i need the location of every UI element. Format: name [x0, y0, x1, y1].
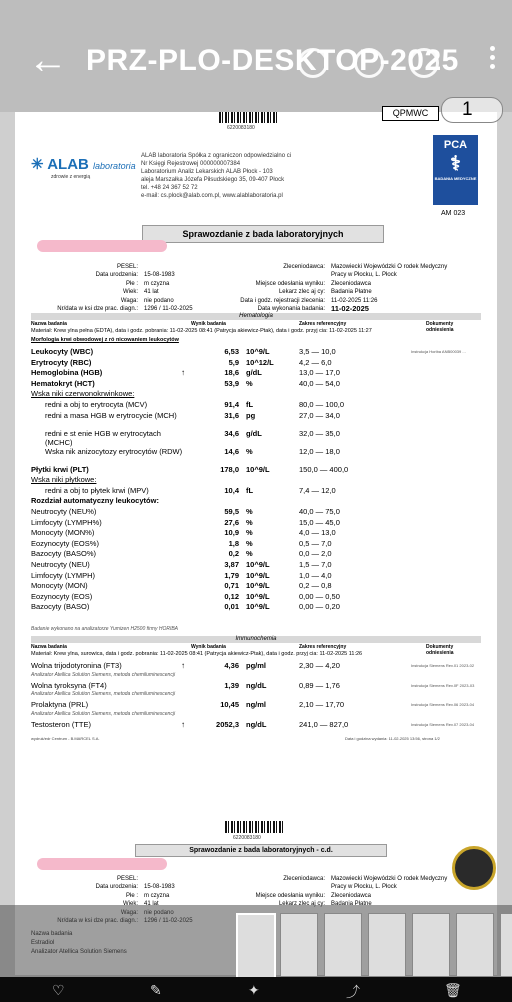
page-indicator[interactable] — [392, 97, 503, 123]
morph-header: Morfologia krwi obwodowej z ró nicowaniem leukocytów — [31, 337, 179, 343]
table-row — [31, 475, 481, 486]
cell-ref: 13,0 — 17,0 — [299, 368, 340, 378]
cell-flag: ↑ — [181, 719, 185, 729]
cell-val: 18,6 — [224, 368, 239, 378]
info-key: Miejsce odesłania wyniku: — [255, 892, 325, 899]
method-note: Analizator Atellica Solution Siemens, metoda chemiluminescencji — [31, 691, 176, 698]
cell-val: 5,9 — [228, 357, 239, 367]
info-value: Badania Płatne — [331, 289, 372, 296]
lab-address — [141, 152, 331, 200]
cell-name: Wolna trijodotyronina (FT3) — [31, 661, 122, 670]
info-value: 15-08-1983 — [144, 884, 175, 891]
info-row — [225, 271, 485, 279]
cell-ref: 0,00 — 0,50 — [299, 591, 340, 601]
info-value — [144, 875, 238, 883]
cell-name: Hematokryt (HCT) — [31, 378, 95, 388]
thumb-3[interactable] — [324, 913, 362, 977]
table-row — [31, 571, 481, 582]
cell-name: Wska nik anizocytozy erytrocytów (RDW) — [45, 446, 183, 456]
cell-ref: 3,5 — 10,0 — [299, 347, 336, 356]
cell-val: 91,4 — [224, 399, 239, 409]
info-key: Wiek: — [123, 289, 138, 296]
info-key: Płe : — [125, 892, 138, 899]
pca-certificate: PCA ⚕ BADANIA MEDYCZNE — [433, 135, 478, 205]
cell-ref: 2,30 — 4,20 — [299, 661, 340, 670]
cell-unit: fL — [246, 485, 254, 495]
info-row — [225, 875, 485, 883]
cell-ref: 2,10 — 17,70 — [299, 700, 345, 710]
cell-unit: % — [246, 506, 253, 516]
cell-val: 53,9 — [224, 378, 239, 388]
table-row — [31, 518, 481, 529]
barcode-text: 6220083180 — [227, 125, 255, 131]
floating-assistant-icon[interactable] — [452, 846, 496, 890]
lab-address-line: tel. +48 24 367 52 72 — [141, 185, 198, 191]
cell-val: 1,8 — [228, 538, 239, 548]
info-value: Pracy w Płocku, L. Płock — [331, 272, 397, 279]
vertical-dots-icon[interactable] — [487, 42, 497, 72]
table-row — [31, 700, 481, 711]
info-key: Data urodzenia: — [95, 272, 138, 279]
cell-name: Erytrocyty (RBC) — [31, 357, 92, 367]
cell-ref: 0,5 — 7,0 — [299, 538, 332, 548]
barcode — [219, 111, 279, 123]
info-key: Płe : — [125, 280, 138, 287]
cell-ref: 27,0 — 34,0 — [299, 410, 340, 420]
table-row — [31, 400, 481, 411]
cell-unit: pg — [246, 410, 256, 420]
cell-name: Limfocyty (LYMPH%) — [31, 517, 102, 527]
cell-name: Wska niki płytkowe: — [31, 475, 97, 485]
viewer-toolbar — [0, 0, 512, 112]
info-value — [144, 263, 238, 271]
cell-val: 3,87 — [224, 559, 239, 569]
cell-name: Rozdział automatyczny leukocytów: — [31, 496, 159, 506]
cell-doc: Instrukcja Horiba ANB00039 ... — [411, 349, 466, 354]
pca-badge-icon: ⚕ — [450, 153, 461, 175]
delete-icon[interactable]: 🗑 — [444, 982, 462, 998]
cell-val: 1,39 — [224, 680, 239, 690]
table-row — [31, 486, 481, 497]
am-code: AM 023 — [441, 210, 466, 217]
thumb-4[interactable] — [368, 913, 406, 977]
info-value: 1296 / 11-02-2025 — [144, 306, 193, 313]
cell-unit: pg/ml — [246, 661, 266, 670]
cell-ref: 241,0 — 827,0 — [299, 719, 349, 729]
info-row — [33, 288, 238, 296]
info-key: Lekarz zlec aj cy: — [278, 289, 325, 296]
cell-ref: 4,0 — 13,0 — [299, 528, 336, 538]
cell-val: 0,71 — [224, 581, 239, 591]
back-arrow-icon[interactable]: ← — [28, 38, 68, 82]
play-icon[interactable] — [298, 48, 328, 78]
sync-icon[interactable] — [409, 48, 439, 78]
cell-ref: 80,0 — 100,0 — [299, 399, 345, 409]
heart-icon[interactable]: ♡ — [52, 982, 65, 998]
table-row — [31, 528, 481, 539]
cell-val: 0,01 — [224, 602, 239, 612]
info-key: Nr/data w ksi dze prac. diagn.: — [57, 306, 138, 313]
table-row — [31, 681, 481, 692]
patient-name-redacted — [37, 240, 167, 252]
info-value: 11-02-2025 11:26 — [331, 297, 378, 304]
cell-name: Bazocyty (BASO%) — [31, 549, 97, 559]
info-row — [33, 875, 238, 883]
cell-unit: 10^9/L — [246, 347, 270, 356]
cell-name: Płytki krwi (PLT) — [31, 464, 89, 474]
thumb-5[interactable] — [412, 913, 450, 977]
cell-ref: 0,00 — 0,20 — [299, 602, 340, 612]
table-row — [31, 720, 481, 731]
info-value: 15-08-1983 — [144, 272, 175, 279]
info-key: PESEL: — [116, 264, 138, 270]
cell-name: redni a obj to erytrocyta (MCV) — [45, 399, 148, 409]
share-icon[interactable]: ⤴ — [346, 984, 360, 1000]
cell-doc: Instrukcja Siemens Rev.0F 2023-03 — [411, 682, 475, 688]
cell-name: Neutrocyty (NEU) — [31, 559, 90, 569]
cell-unit: % — [246, 538, 253, 548]
cell-flag: ↑ — [181, 368, 185, 378]
cell-val: 1,79 — [224, 570, 239, 580]
table-row — [31, 507, 481, 518]
table-row — [31, 465, 481, 476]
table-row — [31, 602, 481, 613]
cell-ref: 0,0 — 2,0 — [299, 549, 332, 559]
cell-name: Prolaktyna (PRL) — [31, 700, 89, 710]
cell-unit: fL — [246, 399, 254, 409]
footer-left: wydruk/edr Centrum - B.MARCEL S.A. — [31, 736, 100, 741]
lab-tagline: zdrowie z energią — [51, 174, 91, 180]
cell-name: Monocyty (MON) — [31, 581, 88, 591]
immuno-results — [31, 661, 481, 730]
info-value: Pracy w Płocku, L. Płock — [331, 884, 397, 891]
cell-unit: ng/dL — [246, 719, 267, 729]
cell-val: 0,12 — [224, 591, 239, 601]
table-row — [31, 549, 481, 560]
cell-unit: % — [246, 378, 253, 388]
bottom-action-bar — [0, 977, 512, 1000]
table-row — [31, 496, 481, 507]
table-row — [31, 389, 481, 400]
cell-unit: 10^9/L — [246, 570, 270, 580]
section-hematology: Hematologia — [31, 313, 481, 320]
info-value: m czyzna — [144, 892, 170, 899]
cell-val: 59,5 — [224, 506, 239, 516]
cell-ref: 40,0 — 54,0 — [299, 378, 340, 388]
cell-val: 178,0 — [220, 464, 239, 474]
hematology-results — [31, 347, 481, 613]
info-value: Zleceniodawca — [331, 892, 372, 899]
info-key: Data i godz. rejestracji zlecenia: — [240, 297, 325, 304]
cell-name: Testosteron (TTE) — [31, 719, 92, 729]
method-note: Analizator Atellica Solution Siemens, metoda chemiluminescencji — [31, 710, 176, 717]
file-title: PRZ-PLO-DESKTOP-2025 — [86, 44, 459, 77]
alab-logo-icon: ✳ — [31, 156, 44, 173]
cell-val: 2052,3 — [216, 719, 239, 729]
thumb-1[interactable] — [236, 913, 276, 979]
table-row — [31, 347, 481, 358]
info-row — [225, 883, 485, 891]
cell-unit: 10^9/L — [246, 464, 270, 474]
cell-unit: % — [246, 446, 253, 456]
table-row — [31, 411, 481, 429]
info-row — [225, 892, 485, 900]
cell-unit: % — [246, 517, 253, 527]
cell-unit: 10^9/L — [246, 559, 270, 569]
cell-doc: Instrukcja Siemens Rev.06 2023-04 — [411, 702, 475, 708]
cell-ref: 15,0 — 45,0 — [299, 517, 340, 527]
cell-unit: 10^12/L — [246, 357, 274, 367]
cell-unit: 10^9/L — [246, 602, 270, 612]
cell-unit: 10^9/L — [246, 591, 270, 601]
table-row — [31, 539, 481, 550]
info-key — [225, 883, 331, 891]
cell-val: 31,6 — [224, 410, 239, 420]
hematology-note: Badanie wykonano na analizatorze Yumizen H2500 firmy HORIBA — [31, 626, 179, 632]
material-hematology: Materiał: Krew ylna pełna (EDTA), data i godz. pobrania: 11-02-2025 08:41 (Patrycja akiewicz-Ptak), data i godz. przyj cia: 11-02-2025 11:27 — [31, 328, 372, 334]
info-key: PESEL: — [116, 876, 138, 882]
cell-ref: 7,4 — 12,0 — [299, 485, 336, 495]
info-row — [33, 280, 238, 288]
thumb-7[interactable] — [500, 913, 512, 977]
sparkle-icon[interactable]: ✦ — [248, 982, 260, 998]
lab-address-line: Nr Księgi Rejestrowej 000000007384 — [141, 161, 241, 167]
info-key — [225, 271, 331, 279]
lab-address-line: e-mail: cs.plock@alab.com.pl, www.alablaboratoria.pl — [141, 193, 283, 199]
cell-name: Eozynocyty (EOS%) — [31, 538, 99, 548]
lab-address-line: ALAB laboratoria Spółka z ograniczon odpowiedzialno ci — [141, 153, 292, 159]
cell-ref: 32,0 — 35,0 — [299, 428, 340, 438]
cell-unit: % — [246, 549, 253, 559]
barcode-text-page2: 6220083180 — [233, 835, 261, 841]
report-title: Sprawozdanie z bada laboratoryjnych — [142, 225, 384, 243]
cell-val: 6,53 — [224, 347, 239, 356]
lens-icon[interactable] — [354, 48, 384, 78]
table-row — [31, 429, 481, 447]
cell-val: 10,9 — [224, 528, 239, 538]
info-row — [33, 297, 238, 305]
cell-name: Limfocyty (LYMPH) — [31, 570, 96, 580]
section-immunochemistry: Immunochemia — [31, 636, 481, 643]
cell-name: Neutrocyty (NEU%) — [31, 506, 97, 516]
cell-name: Leukocyty (WBC) — [31, 347, 94, 356]
cell-unit: % — [246, 528, 253, 538]
cell-unit: ng/ml — [246, 700, 266, 710]
cell-name: redni a masa HGB w erytrocycie (MCH) — [45, 410, 177, 420]
cell-unit: g/dL — [246, 428, 262, 438]
client-info — [225, 263, 485, 313]
cell-name: redni a obj to płytek krwi (MPV) — [45, 485, 149, 495]
cell-val: 34,6 — [224, 428, 239, 438]
cell-name: redni e st enie HGB w erytrocytach (MCHC) — [45, 428, 161, 447]
info-row — [33, 892, 238, 900]
table-row — [31, 379, 481, 390]
document-page: 6220083180 ✳ ALAB laboratoria zdrowie z energią ALAB laboratoria Spółka z ograniczon odpowiedzialno ci Nr Księgi Rejestrowej 000000007384 Laboratorium Analiz Lekarskich ALAB Płock - 103 aleja Marszałka Józefa Piłsudskiego 35, 09-407 Płock tel. +48 24 367 52 72 e-mail: cs.plock@alab.com.pl, www.alablaboratoria.pl PCA ⚕ BADANIA MEDYCZNE AM 023 Sprawozdanie z bada laboratoryjnych PESEL: Data urodzenia: 15-08-1983 Płe : m czyzna Wiek: 41 lat Waga: nie podano Nr/data w ksi dze prac. diagn.: 1296 / 11-02-2025 Zleceniodawca: Mazowiecki Wojewódzki O rodek Medyczny Pracy w Płocku, L. Płock Miejsce odesłania wyniku: Zleceniodawca Lekarz zlec aj cy: Badania Płatne Data i godz. rejestracji zlecenia: 11-02-2025 11:26 Data wykonania badania: 11-02-2025 Hematologia Nazwa badania Wynik badania Zakres referencyjny Dokumenty odniesienia Materiał: Krew ylna pełna (EDTA), data i godz. pobrania: 11-02-2025 08:41 (Patrycja akiewicz-Ptak), data i godz. przyj cia: 11-02-2025 11:27 Morfologia krwi obwodowej z ró nicowaniem leukocytów Leukocyty (WBC) 6,53 10^9/L 3,5 — 10,0 Instrukcja Horiba ANB00039 ... Erytrocyty (RBC) 5,9 10^12/L 4,2 — 6,0 Hemoglobina (HGB) ↑ 18,6 g/dL 13,0 — 17,0 Hematokryt (HCT) 53,9 % 40,0 — 54,0 Wska niki czerwonokrwinkowe: redni a obj to erytrocyta (MCV) 91,4 fL 80,0 — 100,0 redni a masa HGB w erytrocycie (MCH) 31,6 pg 27,0 — 34,0 redni e st enie HGB w erytrocytach (MCHC) 34,6 g/dL 32,0 — 35,0 Wska nik anizocytozy erytrocytów (RDW) 14,6 % 12,0 — 18,0 Płytki krwi (PLT) 178,0 10^9/L 150,0 — 400,0 Wska niki płytkowe: redni a obj to płytek krwi (MPV) 10,4 fL 7,4 — 12,0 Rozdział automatyczny leukocytów: Neutrocyty (NEU%) 59,5 % 40,0 — 75,0 Limfocyty (LYMPH%) 27,6 % 15,0 — 45,0 Monocyty (MON%) 10,9 % 4,0 — 13,0 Eozynocyty (EOS%) 1,8 % 0,5 — 7,0 Bazocyty (BASO%) 0,2 % 0,0 — 2,0 Neutrocyty (NEU) 3,87 10^9/L 1,5 — 7,0 Limfocyty (LYMPH) 1,79 10^9/L 1,0 — 4,0 Monocyty (MON) 0,71 10^9/L 0,2 — 0,8 Eozynocyty (EOS) 0,12 10^9/L 0,00 — 0,50 Bazocyty (BASO) 0,01 10^9/L 0,00 — 0,20 Badanie wykonano na analizatorze Yumizen H2500 firmy HORIBA Immunochemia Nazwa badania Wynik badania Zakres referencyjny Dokumenty odniesienia Materiał: Krew ylna, surowica, data i godz. pobrania: 11-02-2025 08:41 (Patrycja akiewicz-Ptak), data i godz. przyj cia: 11-02-2025 11:26 Wolna trijodotyronina (FT3) ↑ 4,36 pg/ml 2,30 — 4,20 Instrukcja Siemens Rev.01 2023-02 Analizator Atellica Solution Siemens, metoda chemiluminescencji Wolna tyroksyna (FT4) 1,39 ng/dL 0,89 — 1,76 Instrukcja Siemens Rev.0F 2023-03 Analizator Atellica Solution Siemens, metoda chemiluminescencji Prolaktyna (PRL) 10,45 ng/ml 2,10 — 17,70 Instrukcja Siemens Rev.06 2023-04 Analizator Atellica Solution Siemens, metoda chemiluminescencji Testosteron (TTE) ↑ 2052,3 ng/dL 241,0 — 827,0 Instrukcja Siemens Rev.07 2023-04 wydruk/edr Centrum - B.MARCEL S.A. Data i godzina wydania: 11-02-2025 13:56, strona 1/2 6220083180 Sprawozdanie z bada laboratoryjnych - c.d. PESEL: Data urodzenia: 15-08-1983 Płe : m czyzna Zleceniodawca: Mazowiecki Wojewódzki O rodek Medyczny Pracy w Płocku, L. Płock Miejsce odesłania wyniku: Zleceniodawca — [15, 95, 497, 975]
cell-name: Wolna tyroksyna (FT4) — [31, 680, 107, 690]
method-note: Analizator Atellica Solution Siemens, metoda chemiluminescencji — [31, 671, 176, 678]
cell-val: 27,6 — [224, 517, 239, 527]
info-value: nie podano — [144, 297, 174, 304]
report-title-continued: Sprawozdanie z bada laboratoryjnych - c.d. — [135, 844, 387, 857]
cell-ref: 4,2 — 6,0 — [299, 357, 332, 367]
info-value: 41 lat — [144, 289, 159, 296]
thumbnail-strip — [0, 905, 512, 977]
table-row — [31, 592, 481, 603]
thumb-2[interactable] — [280, 913, 318, 977]
info-row — [33, 883, 238, 891]
info-key: Zleceniodawca: — [283, 876, 325, 882]
cell-flag: ↑ — [181, 661, 185, 670]
material-immuno: Materiał: Krew ylna, surowica, data i godz. pobrania: 11-02-2025 08:41 (Patrycja akiewicz-Ptak), data i godz. przyj cia: 11-02-2025 11:26 — [31, 651, 363, 657]
edit-icon[interactable]: ✎ — [150, 982, 162, 998]
info-key: Data urodzenia: — [95, 884, 138, 891]
cell-ref: 1,0 — 4,0 — [299, 570, 332, 580]
client-info-2 — [225, 875, 485, 909]
alab-logo: ✳ ALAB laboratoria — [31, 156, 136, 173]
cell-ref: 40,0 — 75,0 — [299, 506, 340, 516]
patient-name-redacted-2 — [37, 858, 167, 870]
cell-val: 10,4 — [224, 485, 239, 495]
cell-unit: g/dL — [246, 368, 262, 378]
cell-doc: Instrukcja Siemens Rev.07 2023-04 — [411, 721, 475, 727]
barcode-page2 — [225, 821, 285, 833]
table-row — [31, 560, 481, 571]
info-row — [33, 263, 238, 271]
cell-val: 14,6 — [224, 446, 239, 456]
cell-doc: Instrukcja Siemens Rev.01 2023-02 — [411, 663, 475, 668]
cell-name: Eozynocyty (EOS) — [31, 591, 93, 601]
cell-ref: 12,0 — 18,0 — [299, 446, 340, 456]
info-key: Data wykonania badania: — [257, 306, 325, 313]
info-key: Miejsce odesłania wyniku: — [255, 280, 325, 287]
table-row — [31, 581, 481, 592]
info-row — [33, 271, 238, 279]
cell-unit: ng/dL — [246, 680, 267, 690]
info-row — [225, 263, 485, 271]
info-value: Mazowiecki Wojewódzki O rodek Medyczny — [331, 876, 448, 882]
cell-ref: 1,5 — 7,0 — [299, 559, 332, 569]
info-key: Waga: — [120, 297, 138, 304]
cell-name: Bazocyty (BASO) — [31, 602, 90, 612]
cell-ref: 0,89 — 1,76 — [299, 680, 340, 690]
cell-name: Hemoglobina (HGB) — [31, 368, 103, 378]
footer-right: Data i godzina wydania: 11-02-2025 13:56, strona 1/2 — [345, 736, 440, 741]
table-row — [31, 358, 481, 369]
table-row — [31, 661, 481, 672]
info-value: Zleceniodawca — [331, 280, 372, 287]
info-row — [225, 280, 485, 288]
info-key: Zleceniodawca: — [283, 264, 325, 270]
cell-val: 0,2 — [228, 549, 239, 559]
lab-address-line: Laboratorium Analiz Lekarskich ALAB Płock - 103 — [141, 169, 273, 175]
cell-ref: 0,2 — 0,8 — [299, 581, 332, 591]
cell-name: Monocyty (MON%) — [31, 528, 95, 538]
page-tag: QPMWC — [382, 106, 439, 121]
info-value: 11-02-2025 — [331, 304, 369, 314]
cell-unit: 10^9/L — [246, 581, 270, 591]
lab-address-line: aleja Marszałka Józefa Piłsudskiego 35, 09-407 Płock — [141, 177, 285, 183]
cell-ref: 150,0 — 400,0 — [299, 464, 349, 474]
cell-val: 4,36 — [224, 661, 239, 670]
table-row — [31, 447, 481, 465]
info-value: m czyzna — [144, 280, 170, 287]
info-row — [225, 288, 485, 296]
thumb-6[interactable] — [456, 913, 494, 977]
cell-val: 10,45 — [220, 700, 239, 710]
table-row — [31, 368, 481, 379]
cell-name: Wska niki czerwonokrwinkowe: — [31, 389, 135, 399]
info-value: Mazowiecki Wojewódzki O rodek Medyczny — [331, 264, 448, 270]
page-number: 1 — [462, 99, 473, 120]
patient-info — [33, 263, 238, 313]
